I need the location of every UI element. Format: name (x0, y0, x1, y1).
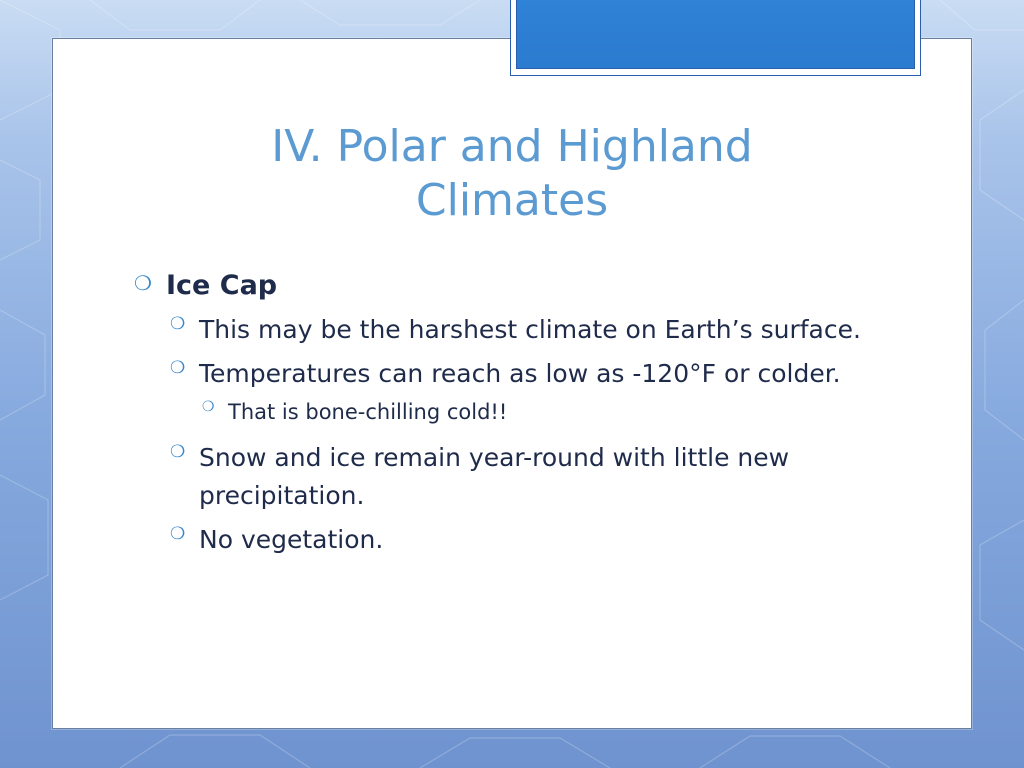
bullet-list (132, 268, 892, 565)
bullet-ring-icon: ❍ (170, 314, 186, 335)
bullet-text-3: Snow and ice remain year-round with little new precipitation. (199, 442, 790, 510)
bullet-item-1 (166, 311, 892, 349)
bullet-item-2 (166, 355, 892, 393)
bullet-ring-icon: ❍ (170, 441, 186, 462)
bullet-text-1: This may be the harshest climate on Earth’s surface. (199, 315, 861, 345)
slide-title (52, 120, 972, 227)
bullet-item-4 (166, 521, 892, 559)
bullet-text-2: Temperatures can reach as low as -120°F or colder. (199, 359, 841, 389)
accent-banner-fill (516, 0, 915, 69)
bullet-item-heading (132, 268, 892, 303)
bullet-text-4: No vegetation. (199, 524, 384, 554)
slide-title-line-1: IV. Polar and Highland (271, 121, 753, 172)
slide-title-line-2: Climates (415, 174, 609, 226)
bullet-ring-icon: ❍ (134, 271, 152, 295)
bullet-ring-icon: ❍ (202, 399, 215, 416)
sub-bullet-text-1: That is bone-chilling cold!! (228, 400, 508, 425)
bullet-heading-text: Ice Cap (166, 270, 278, 301)
accent-banner (510, 0, 921, 76)
bullet-item-3 (166, 439, 892, 515)
sub-bullet-item-1 (199, 397, 892, 429)
bullet-ring-icon: ❍ (170, 358, 186, 379)
bullet-ring-icon: ❍ (170, 523, 186, 544)
